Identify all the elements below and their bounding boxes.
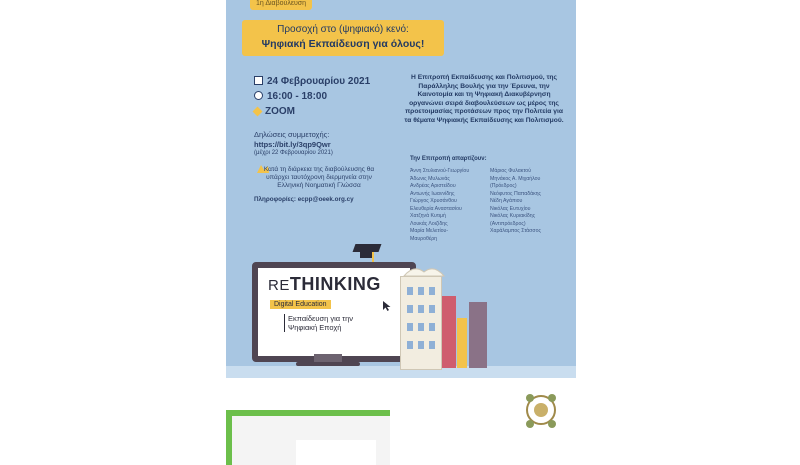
pointer-icon bbox=[253, 107, 263, 117]
member: Μηνάκος Α. Μιχαήλου bbox=[490, 175, 541, 182]
cursor-icon bbox=[382, 300, 392, 312]
sign-language-note: Κατά τη διάρκεια της διαβούλευσης θα υπάρχει ταυτόχρονη διερμηνεία στην Ελληνική Νοηματική Γλώσσα bbox=[263, 166, 375, 189]
member: (Αντιπρόεδρος) bbox=[490, 220, 526, 227]
consultation-tag: 1η Διαβούλευση bbox=[250, 0, 312, 10]
event-date-text: 24 Φεβρουαρίου 2021 bbox=[267, 76, 371, 87]
book-yellow bbox=[457, 318, 467, 368]
building-window bbox=[429, 341, 435, 349]
title-line-1: Προσοχή στο (ψηφιακό) κενό: bbox=[277, 24, 409, 35]
event-poster bbox=[226, 0, 576, 378]
seal-icon bbox=[516, 382, 566, 442]
registration-deadline: (μέχρι 22 Φεβρουαρίου 2021) bbox=[254, 150, 333, 156]
member: Μαυροθέρη bbox=[410, 235, 438, 242]
member: Άννη Στυλιανού-Γεωργίου bbox=[410, 168, 470, 174]
committee-title: Την Επιτροπή απαρτίζουν: bbox=[410, 156, 487, 162]
event-date bbox=[254, 76, 370, 87]
event-time-text: 16:00 - 18:00 bbox=[267, 91, 328, 102]
description: Η Επιτροπή Εκπαίδευσης και Πολιτισμού, της Παράλληλης Βουλής για την Έρευνα, την Καινοτομία και τη Ψηφιακή Διακυβέρνηση οργανώνει σειρά διαβουλεύσεων ως μέρος της προετοιμασίας προτάσεων προς την Πολιτεία για τα θέματα Ψηφιακής Εκπαίδευσης και Πολιτισμού. bbox=[404, 74, 564, 124]
member: Μαρία Μελετίου- bbox=[410, 228, 449, 234]
building-window bbox=[407, 323, 413, 331]
rethinking-subtitle: Digital Education bbox=[270, 300, 331, 309]
calendar-icon bbox=[254, 76, 263, 85]
building-window bbox=[418, 323, 424, 331]
title-line-2: Ψηφιακή Εκπαίδευση για όλους! bbox=[261, 38, 425, 50]
committee-list-left bbox=[410, 168, 469, 243]
member: Αντωνής Ιωαννίδης bbox=[410, 190, 455, 197]
member: Μάριος Φυλακτού bbox=[490, 168, 532, 174]
building-window bbox=[407, 305, 413, 313]
member: Άδωνις Μυλωνάς bbox=[410, 175, 450, 182]
building-window bbox=[418, 305, 424, 313]
rethinking-greek-line2: Ψηφιακή Εποχή bbox=[288, 323, 342, 332]
member: Νικόλας Κυριακίδης bbox=[490, 213, 536, 219]
organization-logo bbox=[516, 382, 566, 460]
member: Νέδη Αγάπιου bbox=[490, 198, 523, 204]
registration-label: Δηλώσεις συμμετοχής: bbox=[254, 130, 330, 139]
member: Γιώργος Χρυσάνθου bbox=[410, 198, 457, 204]
member: Νεόφυτος Παπαδάκης bbox=[490, 190, 542, 197]
member: Χατζηνά Κυτιμή bbox=[410, 213, 446, 219]
event-platform bbox=[254, 106, 295, 117]
rethinking-thinking: THINKING bbox=[289, 274, 381, 294]
building-window bbox=[429, 323, 435, 331]
building-illustration bbox=[400, 276, 442, 370]
member: Χαράλαμπος Στάσσος bbox=[490, 228, 541, 234]
committee-list-right bbox=[490, 168, 541, 236]
rethinking-re: RE bbox=[268, 277, 290, 294]
book-red bbox=[442, 296, 456, 368]
building-window bbox=[429, 287, 435, 295]
member: Νικόλας Ευτυχίου bbox=[490, 205, 531, 212]
rethinking-title bbox=[268, 274, 381, 295]
registration-link[interactable]: https://bit.ly/3qp9Qwr bbox=[254, 140, 331, 149]
building-window bbox=[407, 287, 413, 295]
building-window bbox=[418, 287, 424, 295]
building-window bbox=[407, 341, 413, 349]
rethinking-greek bbox=[284, 314, 353, 332]
member: Ελευθερία Αναστασίου bbox=[410, 205, 462, 212]
book-purple bbox=[469, 302, 487, 368]
event-platform-text: ZOOM bbox=[265, 106, 295, 117]
member: Ανδρέας Αριστείδου bbox=[410, 183, 456, 189]
monitor-illustration bbox=[252, 262, 416, 362]
member: Λουκάς Λοιζίδης bbox=[410, 220, 448, 227]
clock-icon bbox=[254, 91, 263, 100]
info-contact: Πληροφορίες: ecpp@oeek.org.cy bbox=[254, 196, 354, 203]
rethinking-greek-line1: Εκπαίδευση για την bbox=[288, 314, 354, 323]
next-page-white-panel bbox=[296, 440, 376, 465]
title-banner bbox=[242, 20, 444, 56]
building-window bbox=[418, 341, 424, 349]
event-time bbox=[254, 91, 327, 102]
building-window bbox=[429, 305, 435, 313]
member: (Πρόεδρος) bbox=[490, 183, 517, 189]
open-book-icon bbox=[402, 262, 446, 278]
